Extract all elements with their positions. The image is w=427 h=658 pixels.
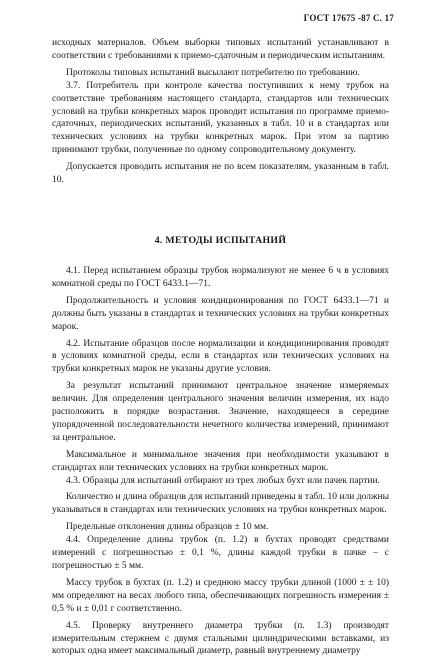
paragraph: Протоколы типовых испытаний высылают потребителю по требованию. [66,67,360,78]
paragraph: 4.1. Перед испытанием образцы трубок нормализуют не менее 6 ч в условиях комнатной среды по ГОСТ 6433.1—71. [52,265,389,289]
paragraph: Допускается проводить испытания не по всем показателям, указанным в табл. 10. [52,162,389,186]
paragraph: исходных материалов. Объем выборки типовых испытаний устанавливают в соответствии с требованиями к приемо-сдаточным и периодическим испытаниям. [52,38,389,61]
document-body [52,37,389,658]
paragraph: Максимальное и минимальное значения при необходимости указывают в стандартах или технических условиях на трубки конкретных марок. [52,449,389,473]
section-title: 4. МЕТОДЫ ИСПЫТАНИЙ [154,234,287,246]
paragraph: Предельные отклонения длины образцов ± 10 мм. [66,522,269,533]
paragraph: 4.4. Определение длины трубок (п. 1.2) в бухтах проводят средствами измерений с погрешностью ± 0,1 %, длины каждой трубки в пачке – с погрешностью ± 5 мм. [52,535,389,571]
page-header: ГОСТ 17675 -87 С. 17 [303,13,394,23]
paragraph: 4.2. Испытание образцов после нормализации и кондиционирования проводят в условиях комнатной среды, если в стандартах или технических условиях на трубки конкретных марок не указаны другие условия. [52,338,389,375]
paragraph: 4.5. Проверку внутреннего диаметра трубки (п. 1.3) производят измерительным стержнем с двумя стальными цилиндрическими вставками, из которых одна имеет максимальный диаметр, равный внутреннему диаметру [52,620,389,657]
paragraph: Продолжительность и условия кондиционирования по ГОСТ 6433.1—71 и должны быть указаны в стандартах и технических условиях на трубки конкретных марок. [52,295,389,332]
paragraph: Количество и длина образцов для испытаний приведены в табл. 10 или должны указываться в стандартах или технических условиях на трубки конкретных марок. [52,492,389,516]
paragraph: 3.7. Потребитель при контроле качества поступивших к нему трубок на соответствие требованиям настоящего стандарта, стандартов или технических условий на трубки конкретных марок проводит испытания по программе приемо-сдаточных, периодических испытаний, указанных в табл. 10 и в стандартах или технических условиях на трубки конкретных марок. При этом за партию принимают трубки, полученные по одному сопроводительному документу. [52,80,389,156]
paragraph: Массу трубок в бухтах (п. 1.2) и среднюю массу трубки длиной (1000 ± ± 10) мм определяют на весах любого типа, обеспечивающих погрешность измерения ± 0,5 % и ± 0,01 г соответственно. [52,577,389,614]
paragraph: 4.3. Образцы для испытаний отбирают из трех любых бухт или пачек партии. [66,475,380,486]
paragraph: За результат испытаний принимают центральное значение измеряемых величин. Для определения центрального значения величин измерения, их надо расположить в порядке возрастания. Значение, находящееся в середине упорядоченной последовательности нечетного количества измерений, принимают за центральное. [52,381,389,443]
